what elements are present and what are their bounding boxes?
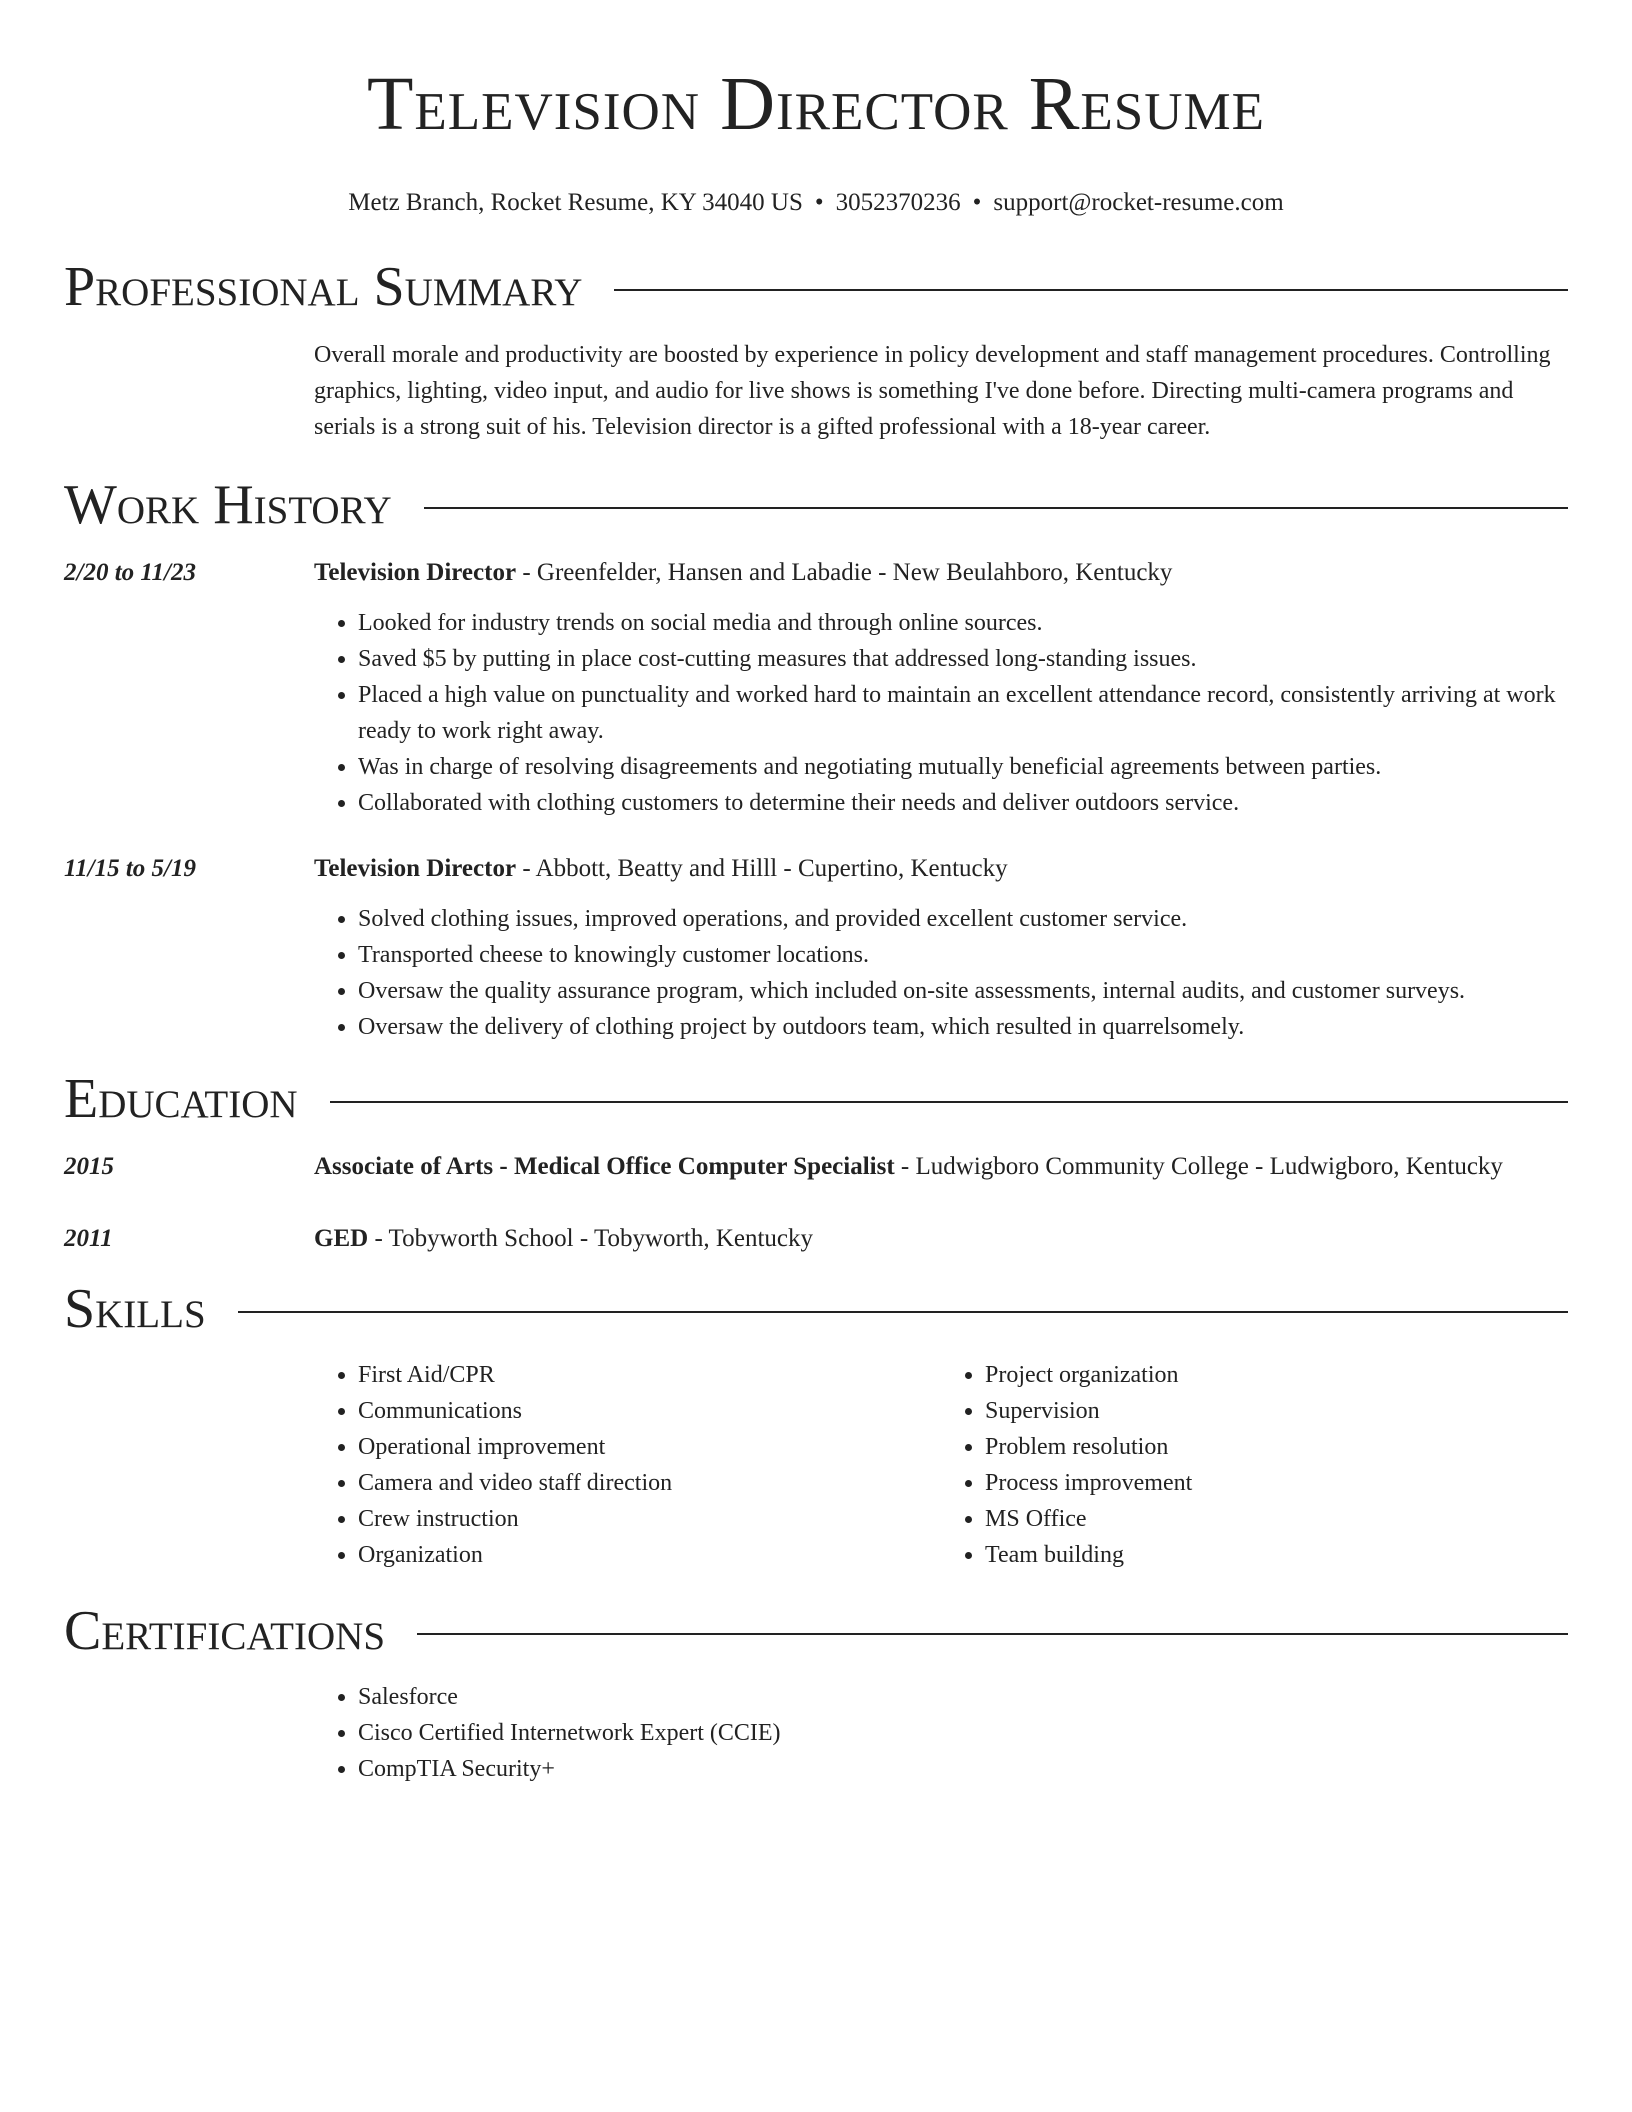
section-divider xyxy=(614,289,1568,291)
section-divider xyxy=(417,1633,1568,1635)
job-heading xyxy=(314,851,1568,887)
skill-item: • Communications xyxy=(358,1393,941,1429)
section-title-skills: Skills xyxy=(64,1278,206,1340)
skill-item: • MS Office xyxy=(985,1501,1568,1537)
summary-text: Overall morale and productivity are boosted by experience in policy development and staff management procedures. Controlling graphics, lighting, video input, and audio for live shows is something I've done before. Directing multi-camera programs and serials is a strong suit of his. Television director is a gifted professional with a 18-year career. xyxy=(314,342,1551,440)
section-header xyxy=(64,1277,1568,1341)
section-title-education: Education xyxy=(64,1068,298,1130)
skill-item: • Crew instruction xyxy=(358,1501,941,1537)
certifications-row xyxy=(64,1679,1568,1787)
contact-separator: • xyxy=(972,189,982,216)
list-item: • Looked for industry trends on social media and through online sources. xyxy=(358,605,1568,641)
skill-item: • Process improvement xyxy=(985,1465,1568,1501)
certification-item: • Salesforce xyxy=(358,1679,1568,1715)
education-degree: GED xyxy=(314,1225,369,1252)
section-header xyxy=(64,255,1568,319)
section-divider xyxy=(424,507,1568,509)
skill-item: • Organization xyxy=(358,1537,941,1573)
education-school: - Tobyworth School - Tobyworth, Kentucky xyxy=(368,1225,814,1252)
contact-phone: 3052370236 xyxy=(835,189,961,216)
skill-item: • Team building xyxy=(985,1537,1568,1573)
section-title-work-history: Work History xyxy=(64,474,392,536)
skill-item: • Project organization xyxy=(985,1357,1568,1393)
education-year: 2011 xyxy=(64,1225,113,1252)
skill-item: • First Aid/CPR xyxy=(358,1357,941,1393)
section-header xyxy=(64,1067,1568,1131)
contact-separator: • xyxy=(814,189,824,216)
list-item: • Solved clothing issues, improved operations, and provided excellent customer service. xyxy=(358,901,1568,937)
education-heading xyxy=(314,1149,1568,1185)
skill-item: • Camera and video staff direction xyxy=(358,1465,941,1501)
job-position: Television Director xyxy=(314,855,517,882)
education-entry xyxy=(64,1221,1568,1257)
skill-item: • Supervision xyxy=(985,1393,1568,1429)
skills-section xyxy=(64,1277,1568,1573)
list-item: • Transported cheese to knowingly customer locations. xyxy=(358,937,1568,973)
section-divider xyxy=(238,1311,1568,1313)
list-item: • Was in charge of resolving disagreements and negotiating mutually beneficial agreements between parties. xyxy=(358,749,1568,785)
education-year: 2015 xyxy=(64,1153,114,1180)
section-divider xyxy=(330,1101,1568,1103)
certification-item: • CompTIA Security+ xyxy=(358,1751,1568,1787)
summary-row xyxy=(64,337,1568,445)
skills-list-right xyxy=(941,1357,1568,1573)
list-item: • Saved $5 by putting in place cost-cutting measures that addressed long-standing issues. xyxy=(358,641,1568,677)
skills-spacer xyxy=(64,1357,314,1573)
skills-row xyxy=(64,1357,1568,1573)
job-dates: 2/20 to 11/23 xyxy=(64,559,196,586)
section-header xyxy=(64,1599,1568,1663)
list-item: • Placed a high value on punctuality and worked hard to maintain an excellent attendance record, consistently arriving at work ready to work right away. xyxy=(358,677,1568,749)
education-school: - Ludwigboro Community College - Ludwigboro, Kentucky xyxy=(894,1153,1503,1180)
education-section xyxy=(64,1067,1568,1257)
list-item: • Oversaw the delivery of clothing project by outdoors team, which resulted in quarrelsomely. xyxy=(358,1009,1568,1045)
section-header xyxy=(64,473,1568,537)
summary-spacer xyxy=(64,337,314,445)
job-employer: - Abbott, Beatty and Hilll - Cupertino, Kentucky xyxy=(516,855,1008,882)
list-item: • Oversaw the quality assurance program, which included on-site assessments, internal audits, and customer surveys. xyxy=(358,973,1568,1009)
job-bullets xyxy=(314,901,1568,1045)
summary-section xyxy=(64,255,1568,445)
job-position: Television Director xyxy=(314,559,517,586)
skills-list-left xyxy=(314,1357,941,1573)
education-heading xyxy=(314,1221,1568,1257)
contact-email: support@rocket-resume.com xyxy=(993,189,1284,216)
skills-grid xyxy=(314,1357,1568,1573)
section-title-summary: Professional Summary xyxy=(64,256,583,318)
certifications-list xyxy=(314,1679,1568,1787)
job-employer: - Greenfelder, Hansen and Labadie - New Beulahboro, Kentucky xyxy=(516,559,1173,586)
job-dates: 11/15 to 5/19 xyxy=(64,855,196,882)
skill-item: • Problem resolution xyxy=(985,1429,1568,1465)
work-history-section xyxy=(64,473,1568,1045)
list-item: • Collaborated with clothing customers to determine their needs and deliver outdoors service. xyxy=(358,785,1568,821)
resume-title: Television Director Resume xyxy=(366,62,1266,146)
education-degree: Associate of Arts - Medical Office Computer Specialist xyxy=(314,1153,895,1180)
skill-item: • Operational improvement xyxy=(358,1429,941,1465)
contact-address: Metz Branch, Rocket Resume, KY 34040 US xyxy=(348,189,803,216)
section-title-certifications: Certifications xyxy=(64,1600,386,1662)
certifications-spacer xyxy=(64,1679,314,1787)
job-entry xyxy=(64,851,1568,1045)
job-entry xyxy=(64,555,1568,821)
job-heading xyxy=(314,555,1568,591)
education-entry xyxy=(64,1149,1568,1185)
job-bullets xyxy=(314,605,1568,821)
contact-line xyxy=(64,188,1568,218)
certification-item: • Cisco Certified Internetwork Expert (CCIE) xyxy=(358,1715,1568,1751)
certifications-section xyxy=(64,1599,1568,1787)
